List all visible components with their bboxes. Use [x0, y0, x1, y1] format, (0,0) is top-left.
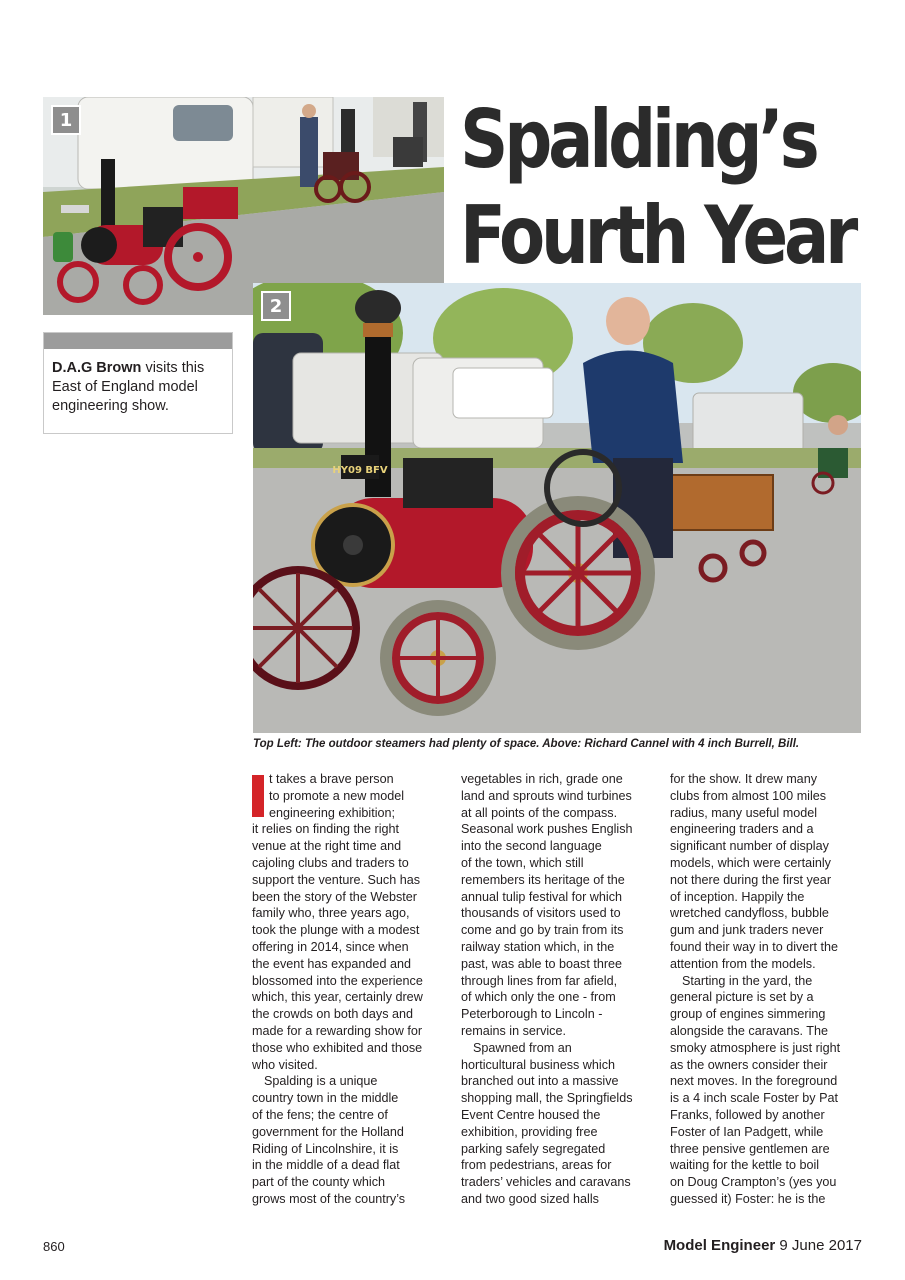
article-line: radius, many useful model — [670, 805, 817, 820]
article-column-1 — [252, 771, 444, 1208]
article-line: Foster of Ian Padgett, while — [670, 1124, 824, 1139]
article-line: cajoling clubs and traders to — [252, 855, 409, 870]
article-line: past, was able to boast three — [461, 956, 623, 971]
article-line: and two good sized halls — [461, 1191, 599, 1206]
article-line: those who exhibited and those — [252, 1040, 423, 1055]
standfirst-bar — [44, 333, 232, 349]
article-line: next moves. In the foreground — [670, 1074, 838, 1089]
article-line: group of engines simmering — [670, 1007, 826, 1022]
article-line: family who, three years ago, — [252, 906, 410, 921]
photo-number-badge: 2 — [261, 291, 291, 321]
article-line: shopping mall, the Springfields — [461, 1091, 633, 1106]
photo-number-badge: 1 — [51, 105, 81, 135]
page-number: 860 — [43, 1239, 65, 1254]
article-column-3 — [670, 771, 862, 1208]
article-line: Franks, followed by another — [670, 1107, 825, 1122]
article-line: traders’ vehicles and caravans — [461, 1175, 631, 1190]
article-line: grows most of the country’s — [252, 1191, 406, 1206]
article-line: guessed it) Foster: he is the — [670, 1191, 826, 1206]
article-line: country town in the middle — [252, 1091, 399, 1106]
photo-richard-cannel-burrell — [253, 283, 861, 733]
article-line: government for the Holland — [252, 1124, 404, 1139]
article-line: blossomed into the experience — [252, 973, 423, 988]
article-line: annual tulip festival for which — [461, 889, 623, 904]
article-line: Starting in the yard, the — [682, 973, 813, 988]
article-line: three pensive gentlemen are — [670, 1141, 830, 1156]
headline — [460, 92, 855, 284]
article-line: at all points of the compass. — [461, 805, 618, 820]
article-line: of the fens; the centre of — [252, 1107, 388, 1122]
article-line: Peterborough to Lincoln - — [461, 1007, 603, 1022]
article-line: into the second language — [461, 839, 602, 854]
article-line: venue at the right time and — [252, 839, 402, 854]
article-line: exhibition, providing free — [461, 1124, 598, 1139]
article-line: t takes a brave person — [269, 772, 394, 786]
article-line: support the venture. Such has — [252, 872, 421, 887]
article-line: Spawned from an — [473, 1040, 572, 1055]
article-line: the event has expanded and — [252, 956, 411, 971]
article-line: Seasonal work pushes English — [461, 822, 633, 837]
standfirst-text — [52, 359, 224, 416]
article-line: models, which were certainly — [670, 855, 831, 870]
article-line: general picture is set by a — [670, 990, 814, 1005]
article-line: engineering traders and a — [670, 822, 814, 837]
headline-line-1: Spalding’s — [460, 93, 816, 186]
article-line: Riding of Lincolnshire, it is — [252, 1141, 399, 1156]
article-line: remembers its heritage of the — [461, 872, 625, 887]
article-line: of inception. Happily the — [670, 889, 805, 904]
article-line: is a 4 inch scale Foster by Pat — [670, 1091, 838, 1106]
article-line: Spalding is a unique — [264, 1074, 378, 1089]
article-line: gum and junk traders never — [670, 923, 824, 938]
article-line: as the owners consider their — [670, 1057, 828, 1072]
photo-caption: Top Left: The outdoor steamers had plenty of space. Above: Richard Cannel with 4 inch Burrell, Bill. — [253, 738, 800, 750]
standfirst-box — [43, 332, 233, 434]
author-name: D.A.G Brown — [52, 360, 142, 376]
article-line: to promote a new model — [269, 788, 405, 803]
article-column-2 — [461, 771, 653, 1208]
registration-plate: HY09 BFV — [332, 465, 388, 476]
article-line: significant number of display — [670, 839, 829, 854]
article-line: for the show. It drew many — [670, 772, 817, 786]
article-line: part of the county which — [252, 1175, 386, 1190]
article-line: horticultural business which — [461, 1057, 615, 1072]
article-line: who visited. — [252, 1057, 318, 1072]
article-line: Event Centre housed the — [461, 1107, 601, 1122]
article-line: railway station which, in the — [461, 939, 615, 954]
article-line: took the plunge with a modest — [252, 923, 420, 938]
article-line: remains in service. — [461, 1023, 566, 1038]
article-line: alongside the caravans. The — [670, 1023, 828, 1038]
article-line: the crowds on both days and — [252, 1007, 414, 1022]
issue-date: 9 June 2017 — [775, 1237, 862, 1254]
article-line: in the middle of a dead flat — [252, 1158, 400, 1173]
article-line: of the town, which still — [461, 855, 584, 870]
article-line: clubs from almost 100 miles — [670, 788, 827, 803]
magazine-name: Model Engineer — [663, 1237, 776, 1254]
article-line: waiting for the kettle to boil — [670, 1158, 820, 1173]
article-line: wretched candyfloss, bubble — [670, 906, 829, 921]
article-line: land and sprouts wind turbines — [461, 788, 632, 803]
article-line: made for a rewarding show for — [252, 1023, 423, 1038]
article-line: smoky atmosphere is just right — [670, 1040, 841, 1055]
article-line: thousands of visitors used to — [461, 906, 621, 921]
article-line: come and go by train from its — [461, 923, 624, 938]
article-line: offering in 2014, since when — [252, 939, 409, 954]
footer-publication — [664, 1237, 862, 1254]
article-line: attention from the models. — [670, 956, 816, 971]
article-line: engineering exhibition; — [269, 805, 396, 820]
article-line: from pedestrians, areas for — [461, 1158, 612, 1173]
article-line: on Doug Crampton’s (yes you — [670, 1175, 837, 1190]
article-line: it relies on finding the right — [252, 822, 400, 837]
article-line: parking safely segregated — [461, 1141, 606, 1156]
article-line: of which only the one - from — [461, 990, 616, 1005]
article-line: found their way in to divert the — [670, 939, 839, 954]
article-line: vegetables in rich, grade one — [461, 772, 623, 786]
article-line: through lines from far afield, — [461, 973, 618, 988]
article-line: not there during the first year — [670, 872, 832, 887]
article-line: branched out into a massive — [461, 1074, 619, 1089]
headline-line-2: Fourth Year — [460, 189, 855, 282]
article-line: been the story of the Webster — [252, 889, 417, 904]
standfirst-body: visits this East of England model engineering show. — [52, 360, 205, 414]
article-line: which, this year, certainly drew — [252, 990, 423, 1005]
